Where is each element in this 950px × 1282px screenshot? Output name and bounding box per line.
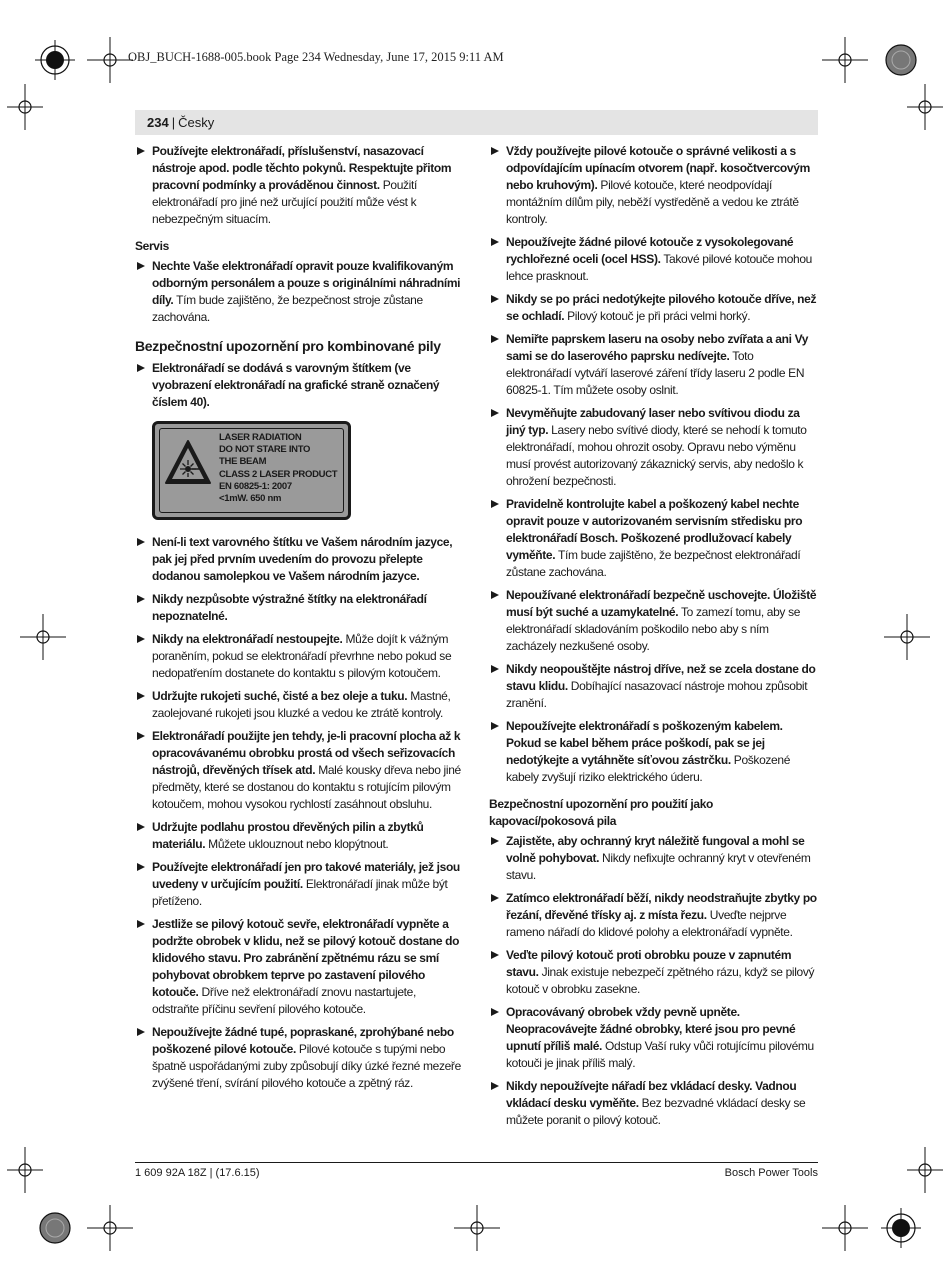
bullet-triangle-icon [491,951,499,959]
list-item: Zajistěte, aby ochranný kryt náležitě fungoval a mohl se volně pohybovat. Nikdy nefixujte ochranný kryt v otevřeném stavu. [489,833,819,884]
list-item: Vždy používejte pilové kotouče o správné velikosti a s odpovídajícím upínacím otvorem (např. kosočtvercovým nebo kruhovým). Pilové kotouče, které neodpovídají montážním dílům pily, neběží vystředěně a vedou ke ztrátě kontroly. [489,143,819,228]
list-item: Udržujte podlahu prostou dřevěných pilin a zbytků materiálu. Můžete uklouznout nebo klopýtnout. [135,819,465,853]
crosshair-mark-icon [905,1145,945,1195]
list-item: Nechte Vaše elektronářadí opravit pouze kvalifikovaným odborným personálem a pouze s originálními náhradními díly. Tím bude zajištěno, že bezpečnost stroje zůstane zachována. [135,258,465,326]
bullet-triangle-icon [137,732,145,740]
crosshair-mark-icon [5,82,45,132]
bullet-triangle-icon [137,364,145,372]
language-label: Česky [178,115,215,130]
list-item: Elektronářadí se dodává s varovným štítkem (ve vyobrazení elektronářadí na grafické straně označený číslem 40). [135,360,465,411]
bullet-triangle-icon [137,920,145,928]
bullet-triangle-icon [491,837,499,845]
list-item: Používejte elektronářadí jen pro takové materiály, jež jsou uvedeny v určujícím použití. Elektronářadí jinak může být přetíženo. [135,859,465,910]
servis-heading: Servis [135,239,169,253]
bullet-triangle-icon [137,823,145,831]
list-item: Není-li text varovného štítku ve Vašem národním jazyce, pak jej před prvním uvedením do provozu přelepte dodanou samolepkou ve Vašem národním jazyce. [135,534,465,585]
list-item: Nikdy nezpůsobte výstražné štítky na elektronářadí nepoznatelné. [135,591,465,625]
bullet-triangle-icon [491,894,499,902]
laser-warning-label [152,421,351,520]
bullet-triangle-icon [137,635,145,643]
list-item: Nikdy na elektronářadí nestoupejte. Může dojít k vážným poraněním, pokud se elektronářadí převrhne nebo pokud se nedopatřením dostanete do kontaktu s pilovým kotoučem. [135,631,465,682]
crosshair-mark-icon [452,1203,502,1253]
crosshair-mark-icon [85,1203,135,1253]
page-number: 234 [147,115,169,130]
bullet-triangle-icon [491,1008,499,1016]
list-item: Nikdy se po práci nedotýkejte pilového kotouče dříve, než se ochladí. Pilový kotouč je při práci velmi horký. [489,291,819,325]
list-item: Nikdy nepoužívejte nářadí bez vkládací desky. Vadnou vkládací desku vyměňte. Bez bezvadné vkládací desky se můžete poranit o pilový kotouč. [489,1078,819,1129]
list-item: Pravidelně kontrolujte kabel a poškozený kabel nechte opravit pouze v autorizovaném servisním středisku pro elektronářadí Bosch. Poškozené prodlužovací kabely vyměňte. Tím bude zajištěno, že bezpečnost elektronářadí zůstane zachována. [489,496,819,581]
list-item: Používejte elektronářadí, příslušenství, nasazovací nástroje apod. podle těchto pokynů. Respektujte přitom pracovní podmínky a prováděnou činnost. Použití elektronářadí pro jiné než určující použití může vést k nebezpečným situacím. [135,143,465,228]
chop-saw-heading: Bezpečnostní upozornění pro použití jako kapovací/pokosová pila [489,797,714,828]
list-item: Nevyměňujte zabudovaný laser nebo svítivou diodu za jiný typ. Lasery nebo svítivé diody, které se nehodí k tomuto elektronářadí, mohou ohrozit osoby. Opravu nebo výměnu musí provést autorizovaný zákaznický servis, aby nedošlo k ohrožení bezpečnosti. [489,405,819,490]
list-item: Zatímco elektronářadí běží, nikdy neodstraňujte zbytky po řezání, dřevěné třísky aj. z místa řezu. Uveďte nejprve rameno nářadí do klidové polohy a elektronářadí vypněte. [489,890,819,941]
bullet-triangle-icon [137,262,145,270]
list-item: Nepoužívejte žádné pilové kotouče z vysokolegované rychlořezné oceli (ocel HSS). Takové pilové kotouče mohou lehce prasknout. [489,234,819,285]
laser-label-line: <1mW. 650 nm [219,493,282,505]
list-item: Veďte pilový kotouč proti obrobku pouze v zapnutém stavu. Jinak existuje nebezpečí zpětného rázu, když se pilový kotouč v obrobku zasekne. [489,947,819,998]
crosshair-mark-icon [905,82,945,132]
list-item: Jestliže se pilový kotouč sevře, elektronářadí vypněte a podržte obrobek v klidu, než se pilový kotouč dostane do klidového stavu. Pro zabránění zpětnému rázu se smí pohybovat obrobkem teprve po zastavení pilového kotouče. Dříve než elektronářadí znovu nastartujete, odstraňte příčinu sevření pilového kotouče. [135,916,465,1018]
right-column [489,143,819,1135]
bullet-triangle-icon [491,409,499,417]
crosshair-mark-icon [85,35,135,85]
bullet-triangle-icon [491,295,499,303]
crosshair-mark-icon [18,612,68,662]
print-slug: OBJ_BUCH-1688-005.book Page 234 Wednesday, June 17, 2015 9:11 AM [128,50,504,64]
bullet-triangle-icon [137,1028,145,1036]
bullet-triangle-icon [491,238,499,246]
laser-label-line: LASER RADIATION [219,432,302,443]
footer-brand: Bosch Power Tools [724,1167,818,1179]
bullet-triangle-icon [491,147,499,155]
list-item: Udržujte rukojeti suché, čisté a bez oleje a tuku. Mastné, zaolejované rukojeti jsou kluzké a vedou ke ztrátě kontroly. [135,688,465,722]
color-wheel-mark-icon [876,35,926,85]
left-column [135,143,465,1098]
crosshair-mark-icon [5,1145,45,1195]
bullet-triangle-icon [491,335,499,343]
bullet-triangle-icon [137,147,145,155]
crosshair-mark-icon [820,35,870,85]
crosshair-mark-icon [882,612,932,662]
registration-mark-icon [876,1203,926,1253]
laser-label-line: DO NOT STARE INTO [219,444,311,456]
color-wheel-mark-icon [30,1203,80,1253]
list-item: Opracovávaný obrobek vždy pevně upněte. Neopracovávejte žádné obrobky, které jsou pro pevné upnutí příliš malé. Odstup Vaší ruky vůči rotujícímu pilovému kotouči je jinak příliš malý. [489,1004,819,1072]
list-item: Nikdy neopouštějte nástroj dříve, než se zcela dostane do stavu klidu. Dobíhající nasazovací nástroje mohou způsobit zranění. [489,661,819,712]
laser-label-line: THE BEAM [219,456,267,468]
bullet-triangle-icon [137,538,145,546]
bullet-triangle-icon [491,665,499,673]
footer-doc-number: 1 609 92A 18Z | (17.6.15) [135,1167,260,1179]
list-item: Nepoužívejte elektronářadí s poškozeným kabelem. Pokud se kabel během práce poškodí, pak se jej nedotýkejte a vytáhněte síťovou zástrčku. Poškozené kabely zvyšují riziko elektrického úderu. [489,718,819,786]
bullet-triangle-icon [491,500,499,508]
footer-rule [135,1162,818,1163]
crosshair-mark-icon [820,1203,870,1253]
list-item: Nemiřte paprskem laseru na osoby nebo zvířata a ani Vy sami se do laserového paprsku nedívejte. Toto elektronářadí vytváří laserové záření třídy laseru 2 podle EN 60825-1. Tím můžete osoby oslnit. [489,331,819,399]
laser-warning-icon [163,438,213,488]
bullet-triangle-icon [491,1082,499,1090]
list-item: Nepoužívané elektronářadí bezpečně uschovejte. Úložiště musí být suché a uzamykatelné. To zamezí tomu, aby se elektronářadí skladováním poškodilo nebo aby s ním zacházely nezkušené osoby. [489,587,819,655]
page-header: 234 | Česky [135,110,818,135]
laser-label-line: CLASS 2 LASER PRODUCT [219,468,338,480]
section-heading: Bezpečnostní upozornění pro kombinované pily [135,338,441,354]
laser-label-line: EN 60825-1: 2007 [219,480,292,492]
bullet-triangle-icon [137,692,145,700]
bullet-triangle-icon [137,863,145,871]
bullet-triangle-icon [137,595,145,603]
registration-mark-icon [30,35,80,85]
list-item: Nepoužívejte žádné tupé, popraskané, zprohýbané nebo poškozené pilové kotouče. Pilové kotouče s tupými nebo špatně uspořádanými zuby způsobují díky úzké řezné mezeře zvýšené tření, svírání pilového kotouče a zpětný ráz. [135,1024,465,1092]
bullet-triangle-icon [491,722,499,730]
list-item: Elektronářadí použijte jen tehdy, je-li pracovní plocha až k opracovávanému obrobku prostá od všech seřizovacích nástrojů, dřevěných třísek atd. Malé kousky dřeva nebo jiné předměty, které se dostanou do kontaktu s rotujícím pilovým kotoučem, mohou vysokou rychlostí zasáhnout obsluhu. [135,728,465,813]
bullet-triangle-icon [491,591,499,599]
